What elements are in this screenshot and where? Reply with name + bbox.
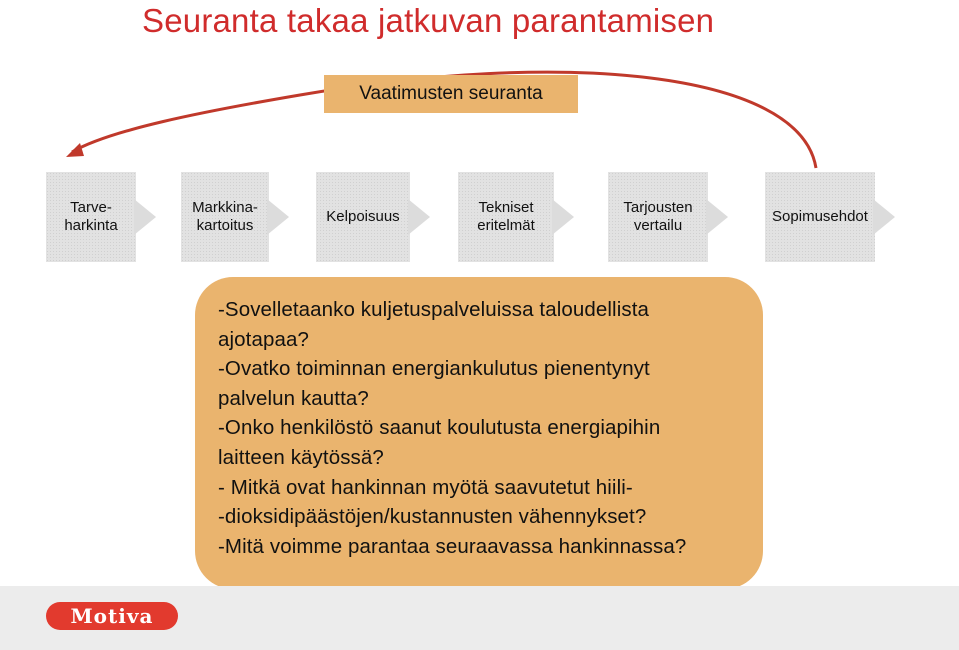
step-arrow-icon: [134, 199, 156, 235]
process-step-eligibility: [316, 172, 430, 262]
step-arrow-icon: [873, 199, 895, 235]
step-label: Tarve- harkinta: [46, 172, 136, 262]
question-line: - Mitkä ovat hankinnan myötä saavutetut hiili-: [218, 475, 633, 499]
step-label: Tekniset eritelmät: [458, 172, 554, 262]
requirements-tracking-box: Vaatimusten seuranta: [324, 75, 578, 113]
question-line: -Sovelletaanko kuljetuspalveluissa taloudellista: [218, 298, 649, 321]
process-step-bid-comparison: [608, 172, 728, 262]
step-arrow-icon: [706, 199, 728, 235]
slide-title: Seuranta takaa jatkuvan parantamisen: [142, 2, 715, 39]
motiva-logo: Motiva: [46, 602, 178, 630]
question-line: -Ovatko toiminnan energiankulutus pienentynyt: [218, 357, 650, 381]
step-arrow-icon: [408, 199, 430, 235]
question-line: -dioksidipäästöjen/kustannusten vähennykset?: [218, 505, 647, 529]
process-step-technical-specs: [458, 172, 574, 262]
step-label: Tarjousten vertailu: [608, 172, 708, 262]
question-line: -Onko henkilöstö saanut koulutusta energiapihin: [218, 416, 661, 440]
questions-box: [195, 277, 763, 589]
step-label: Sopimusehdot: [765, 172, 875, 262]
process-step-contract-terms: [765, 172, 895, 262]
step-arrow-icon: [552, 199, 574, 235]
process-step-needs-assessment: [46, 172, 156, 262]
question-line: laitteen käytössä?: [218, 445, 384, 469]
question-line: palvelun kautta?: [218, 386, 369, 410]
question-line: ajotapaa?: [218, 327, 309, 351]
step-label: Markkina- kartoitus: [181, 172, 269, 262]
question-line: -Mitä voimme parantaa seuraavassa hankinnassa?: [218, 534, 687, 558]
step-arrow-icon: [267, 199, 289, 235]
process-step-market-survey: [181, 172, 289, 262]
step-label: Kelpoisuus: [316, 172, 410, 262]
